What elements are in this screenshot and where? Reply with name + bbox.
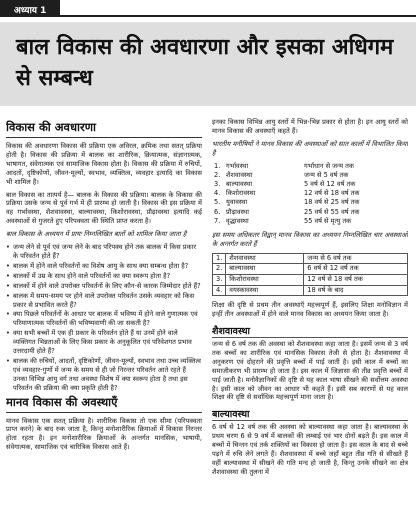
list-item: • बालक की रुचियों, आदतों, दृष्टिकोणों, जीवन-मूल्यों, स्वभाव तथा उच्च व्यक्तित्व एवं व्यवहार-गुणों में जन्म के समय से ही जो निरन्तर परिवर्तन आते रहते हैं उनका विभिन्न आयु वर्ग तथा अवस्था विशेष में क्या स्वरूप होता है तथा इस परिवर्तन की प्रक्रिया की क्या प्रकृति होती है?	[6, 357, 202, 393]
study-topics-note: बाल विकास के अध्ययन में प्रायः निम्नलिखित बातों को शामिल किया जाता है	[6, 230, 187, 239]
list-item: • बालकों में होने वाले उपरोक्त परिवर्तनों के लिए कौन-से कारक जिम्मेदार होते हैं?	[6, 282, 202, 291]
indian-stages-table	[212, 162, 408, 226]
page-title: बाल विकास की अवधारणा और इसका अधिगम से सम्बन्ध	[16, 35, 394, 91]
left-column	[6, 118, 202, 514]
paragraph-child-development: बाल विकास का तात्पर्य है— बालक के विकास की प्रक्रिया। बालक के विकास की प्रक्रिया उसके जन्म से पूर्व गर्भ में ही प्रारम्भ हो जाती है। विकास की इस प्रक्रिया में वह गर्भावस्था, शैशवावस्था, बाल्यावस्था, किशोरावस्था, प्रौढ़ावस्था इत्यादि कई अवस्थाओं से गुजरते हुए परिपक्वता की स्थिति प्राप्त करता है।	[6, 190, 202, 226]
table-row: 2. बाल्यावस्था 6 वर्ष से 12 वर्ष तक	[213, 264, 408, 275]
table-row: 7. वृद्धावस्था 55 वर्ष से मृत्यु तक	[214, 216, 352, 225]
list-item: • जन्म लेने से पूर्व एवं जन्म लेने के बाद परिपक्व होने तक बालक में किस प्रकार के परिवर्तन होते हैं?	[6, 243, 202, 261]
paragraph-age-levels: इनका विकास विभिन्न आयु स्तरों में भिन्न-भिन्न प्रकार से होता है। इन आयु स्तरों को मानव विकास की अवस्थाएँ कहते हैं।	[212, 118, 408, 135]
list-item: • बालक में समय-समय पर होने वाले उपरोक्त परिवर्तन उसके व्यवहार को किस प्रकार से प्रभावित करते हैं?	[6, 292, 202, 310]
table-row: 1. गर्भावस्था गर्भाधान से जन्म तक	[214, 161, 354, 170]
table-row: 2. शैशवावस्था जन्म से 5 वर्ष तक	[214, 170, 349, 179]
table-row: 4. वयस्कावस्था 18 वर्ष के बाद	[213, 285, 408, 296]
paragraph-infancy: जन्म से 6 वर्ष तक की अवस्था को शैशवावस्था कहा जाता है। इसमें जन्म से 3 वर्ष तक बच्चों का शारीरिक एवं मानसिक विकास तेजी से होता है। शैशवावस्था में अनुकरण एवं दोहराने की प्रवृत्ति बच्चों में पाई जाती है। इसी काल में बच्चों का समाजीकरण भी प्रारम्भ हो जाता है। इस काल में जिज्ञासा की तीव्र प्रवृत्ति बच्चों में पाई जाती है। मनोवैज्ञानिकों की दृष्टि से यह काल भाषा सीखने की सर्वोत्तम अवस्था है। इसी काल को जीवन का आधार भी कहते हैं। इसी सब कारणों से यह काल शिक्षा की दृष्टि से सर्वाधिक महत्त्वपूर्ण माना जाता है।	[212, 340, 408, 402]
top-rule	[60, 15, 416, 17]
title-band	[0, 22, 416, 106]
section-heading-development-concept: विकास की अवधारणा	[6, 120, 202, 138]
four-stages-table	[212, 253, 408, 296]
table-row: 5. युवावस्था 18 वर्ष से 25 वर्ष तक	[214, 198, 360, 207]
list-item: • बालक में होने वाले परिवर्तनों का विशेष आयु के साथ क्या सम्बन्ध होता है?	[6, 262, 202, 271]
table-row: 3. बाल्यावस्था 5 वर्ष से 12 वर्ष तक	[214, 180, 356, 189]
list-item: • क्या सभी बच्चों में एक ही प्रकार के परिवर्तन होते हैं या उनमें होने वाले व्यक्तिगत भिन्नताओं के लिए किस प्रकार के अनुकूलित एवं परिवेशगत प्रभाव उत्तरदायी होते हैं?	[6, 329, 202, 356]
table-row: 1. शैशवावस्था जन्म से 6 वर्ष तक	[213, 253, 408, 264]
paragraph-education-stages: शिक्षा की दृष्टि से प्रथम तीन अवस्थाएँ महत्त्वपूर्ण हैं, इसलिए शिक्षा मनोविज्ञान में इन्हीं तीन अवस्थाओं में होने वाले मानव विकास का अध्ययन किया जाता है।	[212, 301, 408, 319]
paragraph-childhood: 6 वर्ष से 12 वर्ष तक की अवस्था को बाल्यावस्था कहा जाता है। बाल्यावस्था के प्रथम चरण 6 से 9 वर्ष में बालकों की लम्बाई एवं भार दोनों बढ़ते हैं। इस काल में बच्चों में चिन्तन एवं तर्क शक्तियों का विकास हो जाता है। इस काल के बाद से बच्चे पढ़ने में रुचि लेने लगते हैं। शैशवावस्था में बच्चे जहाँ बहुत तीव्र गति से सीखते हैं वहीं बाल्यावस्था में सीखने की गति मन्द हो जाती है, किन्तु उनके सीखने का क्षेत्र शैशवावस्था की तुलना में	[212, 423, 408, 476]
paragraph-human-development: मानव विकास एक सतत् प्रक्रिया है। शारीरिक विकास तो एक सीमा (परिपक्वता प्राप्त करने) के बाद रुक जाता है, किन्तु मनोशारीरिक क्रियाओं में विकास निरन्तर होता रहता है। इन मनोशारीरिक क्रियाओं के अन्तर्गत मानसिक, भाषायी, संवेगात्मक, सामाजिक एवं चारित्रिक विकास आते हैं।	[6, 416, 202, 452]
section-heading-infancy: शैशवावस्था	[212, 324, 408, 338]
section-heading-childhood: बाल्यावस्था	[212, 407, 408, 421]
table-row: 4. किशोरावस्था 12 वर्ष से 18 वर्ष तक	[214, 189, 360, 198]
list-item: • क्या पिछले परिवर्तनों के आधार पर बालक में भविष्य में होने वाले गुणात्मक एवं परिमाणात्मक परिवर्तनों की भविष्यवाणी की जा सकती है?	[6, 310, 202, 328]
section-heading-human-development-stages: मानव विकास की अवस्थाएँ	[6, 395, 202, 413]
paragraph-development-concept: विकास की अवधारणा विकास की प्रक्रिया एक अविरल, क्रमिक तथा सतत् प्रक्रिया होती है। विकास की प्रक्रिया में बालक का शारीरिक, क्रियात्मक, संज्ञानात्मक, भाषागत, संवेगात्मक एवं सामाजिक विकास होता है। विकास की प्रक्रिया में रुचियों, आदतों, दृष्टिकोणों, जीवन-मूल्यों, स्वभाव, व्यक्तित्व, व्यवहार इत्यादि का विकास भी शामिल है।	[6, 142, 202, 186]
chapter-tab: अध्याय 1	[0, 0, 60, 17]
table-row: 3. किशोरावस्था 12 वर्ष से 18 वर्ष तक	[213, 275, 408, 286]
table-row: 6. प्रौढ़ावस्था 25 वर्ष से 55 वर्ष तक	[214, 207, 360, 216]
right-column	[212, 118, 408, 514]
indian-stages-note: भारतीय मनीषियों ने मानव विकास की अवस्थाओं को सात कालों में विभाजित किया है	[212, 139, 408, 157]
four-stages-note: इस समय अधिकतर विद्वान् मानव विकास का अध्ययन निम्नलिखित चार अवस्थाओं के अन्तर्गत करते हैं	[212, 231, 408, 248]
list-item: • बालकों में उम्र के साथ होने वाले परिवर्तनों का क्या स्वरूप होता है?	[6, 272, 202, 281]
study-questions-list	[6, 243, 202, 393]
